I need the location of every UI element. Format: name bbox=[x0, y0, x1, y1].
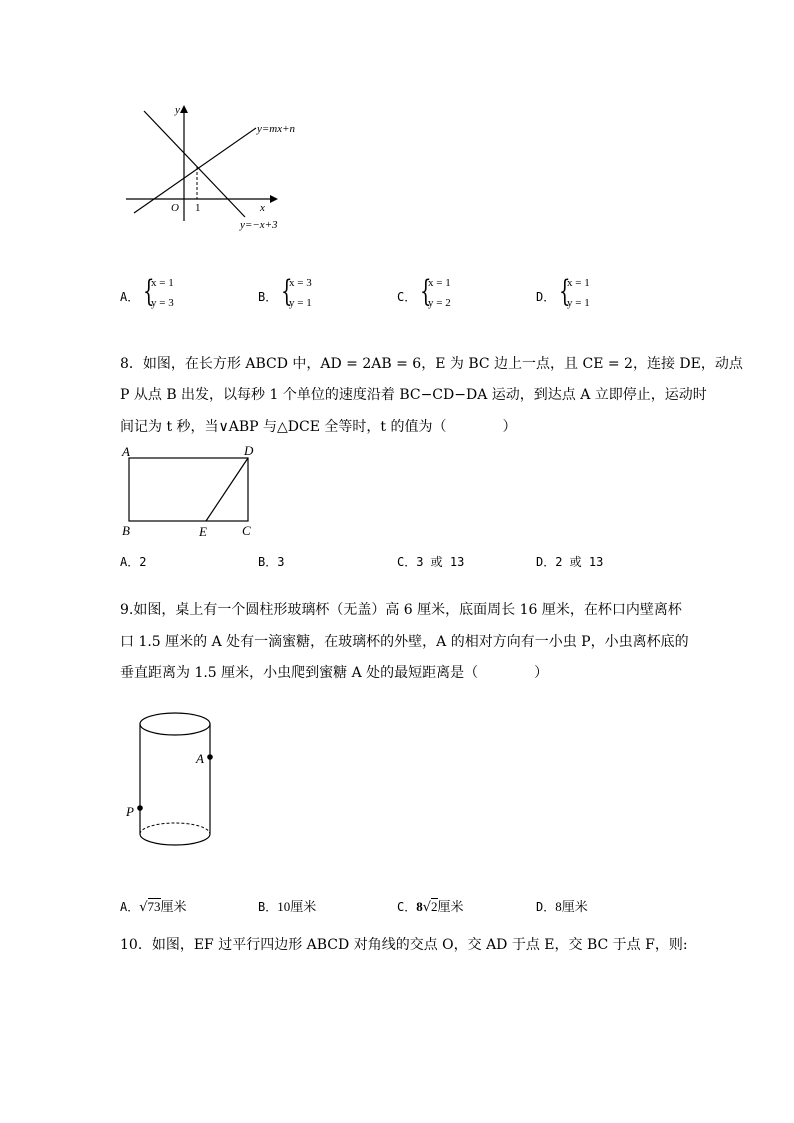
option-letter: D． bbox=[536, 900, 556, 914]
cylinder-bottom-back bbox=[140, 823, 210, 834]
cylinder-top bbox=[140, 713, 210, 735]
q8-text-line-1: 8．如图，在长方形 ABCD 中，AD = 2AB = 6，E 为 BC 边上一点，且 CE = 2，连接 DE，动点 bbox=[120, 356, 743, 372]
point-p-label: P bbox=[126, 804, 134, 819]
q9-option-c[interactable] bbox=[397, 896, 464, 915]
equation-row: y = 1 bbox=[567, 297, 590, 309]
equation-row: y = 2 bbox=[428, 297, 451, 309]
option-letter: B． bbox=[258, 900, 278, 914]
point-c-label: C bbox=[242, 523, 251, 538]
q9-option-a[interactable] bbox=[120, 896, 187, 915]
option-letter: D． bbox=[536, 290, 556, 304]
cylinder-bottom-front bbox=[140, 834, 210, 845]
equation-row: y = 1 bbox=[289, 297, 312, 309]
q9-text-line-3: 垂直距离为 1.5 厘米，小虫爬到蜜糖 A 处的最短距离是（ ） bbox=[120, 665, 549, 681]
radicand: 2 bbox=[431, 899, 438, 914]
unit: 厘米 bbox=[290, 900, 317, 915]
equation-row: x = 1 bbox=[567, 277, 590, 289]
q9-text-line-1: 9.如图，桌上有一个圆柱形玻璃杯（无盖）高 6 厘米，底面周长 16 厘米，在杯口内壁离杯 bbox=[120, 602, 682, 618]
y-axis-arrow bbox=[180, 105, 188, 113]
q10-text-line-1: 10．如图，EF 过平行四边形 ABCD 对角线的交点 O，交 AD 于点 E，交 BC 于点 F，则: bbox=[120, 937, 688, 953]
radicand: 73 bbox=[147, 899, 161, 914]
q7-coordinate-graph bbox=[120, 95, 320, 240]
line2-label: y=−x+3 bbox=[240, 219, 278, 231]
point-a-dot bbox=[207, 754, 213, 760]
left-brace: { bbox=[143, 274, 155, 309]
value: 8 bbox=[555, 899, 562, 914]
value: 10 bbox=[277, 899, 291, 914]
x-axis-arrow bbox=[270, 195, 278, 203]
equation-row: y = 3 bbox=[151, 297, 174, 309]
q8-option-a[interactable]: A．2 bbox=[120, 555, 147, 569]
option-letter: A． bbox=[120, 900, 140, 914]
q9-option-d[interactable] bbox=[536, 896, 588, 915]
q9-option-b[interactable] bbox=[258, 896, 316, 915]
q8-text-line-3: 间记为 t 秒，当∨ABP 与△DCE 全等时，t 的值为（ ） bbox=[120, 419, 517, 435]
unit: 厘米 bbox=[561, 900, 588, 915]
option-letter: C． bbox=[397, 900, 417, 914]
equation-row: x = 3 bbox=[289, 277, 312, 289]
y-axis-label: y bbox=[175, 104, 180, 116]
rectangle-abcd bbox=[129, 458, 248, 521]
coefficient: 8 bbox=[416, 899, 423, 914]
tick-1-label: 1 bbox=[195, 202, 201, 214]
q8-text-line-2: P 从点 B 出发，以每秒 1 个单位的速度沿着 BC−CD−DA 运动，到达点 A 立即停止，运动时 bbox=[120, 387, 707, 403]
q9-text-line-2: 口 1.5 厘米的 A 处有一滴蜜糖，在玻璃杯的外壁，A 的相对方向有一小虫 P，小虫离杯底的 bbox=[120, 634, 689, 650]
unit: 厘米 bbox=[437, 900, 464, 915]
equation-row: x = 1 bbox=[151, 277, 174, 289]
option-letter: A． bbox=[120, 290, 140, 304]
point-e-label: E bbox=[199, 524, 207, 539]
point-b-label: B bbox=[122, 523, 130, 538]
sqrt-sign: √ bbox=[139, 900, 148, 915]
x-axis-label: x bbox=[260, 202, 265, 214]
unit: 厘米 bbox=[160, 900, 187, 915]
equation-row: x = 1 bbox=[428, 277, 451, 289]
origin-label: O bbox=[171, 202, 179, 214]
segment-de bbox=[206, 458, 248, 521]
point-a-label: A bbox=[122, 444, 130, 459]
left-brace: { bbox=[559, 274, 571, 309]
q8-option-c[interactable]: C．3 或 13 bbox=[397, 555, 465, 569]
point-p-dot bbox=[137, 805, 143, 811]
q9-cylinder-figure bbox=[120, 712, 230, 852]
point-d-label: D bbox=[244, 443, 254, 458]
left-brace: { bbox=[420, 274, 432, 309]
sqrt-sign: √ bbox=[422, 900, 432, 915]
option-letter: C． bbox=[397, 290, 417, 304]
q8-option-b[interactable]: B．3 bbox=[258, 555, 285, 569]
q8-rectangle-figure bbox=[118, 442, 268, 542]
point-a-label: A bbox=[196, 751, 204, 766]
line1-label: y=mx+n bbox=[257, 123, 296, 135]
q8-option-d[interactable]: D．2 或 13 bbox=[536, 555, 604, 569]
left-brace: { bbox=[281, 274, 293, 309]
line-y-mx-plus-n bbox=[134, 128, 256, 213]
option-letter: B． bbox=[258, 290, 278, 304]
